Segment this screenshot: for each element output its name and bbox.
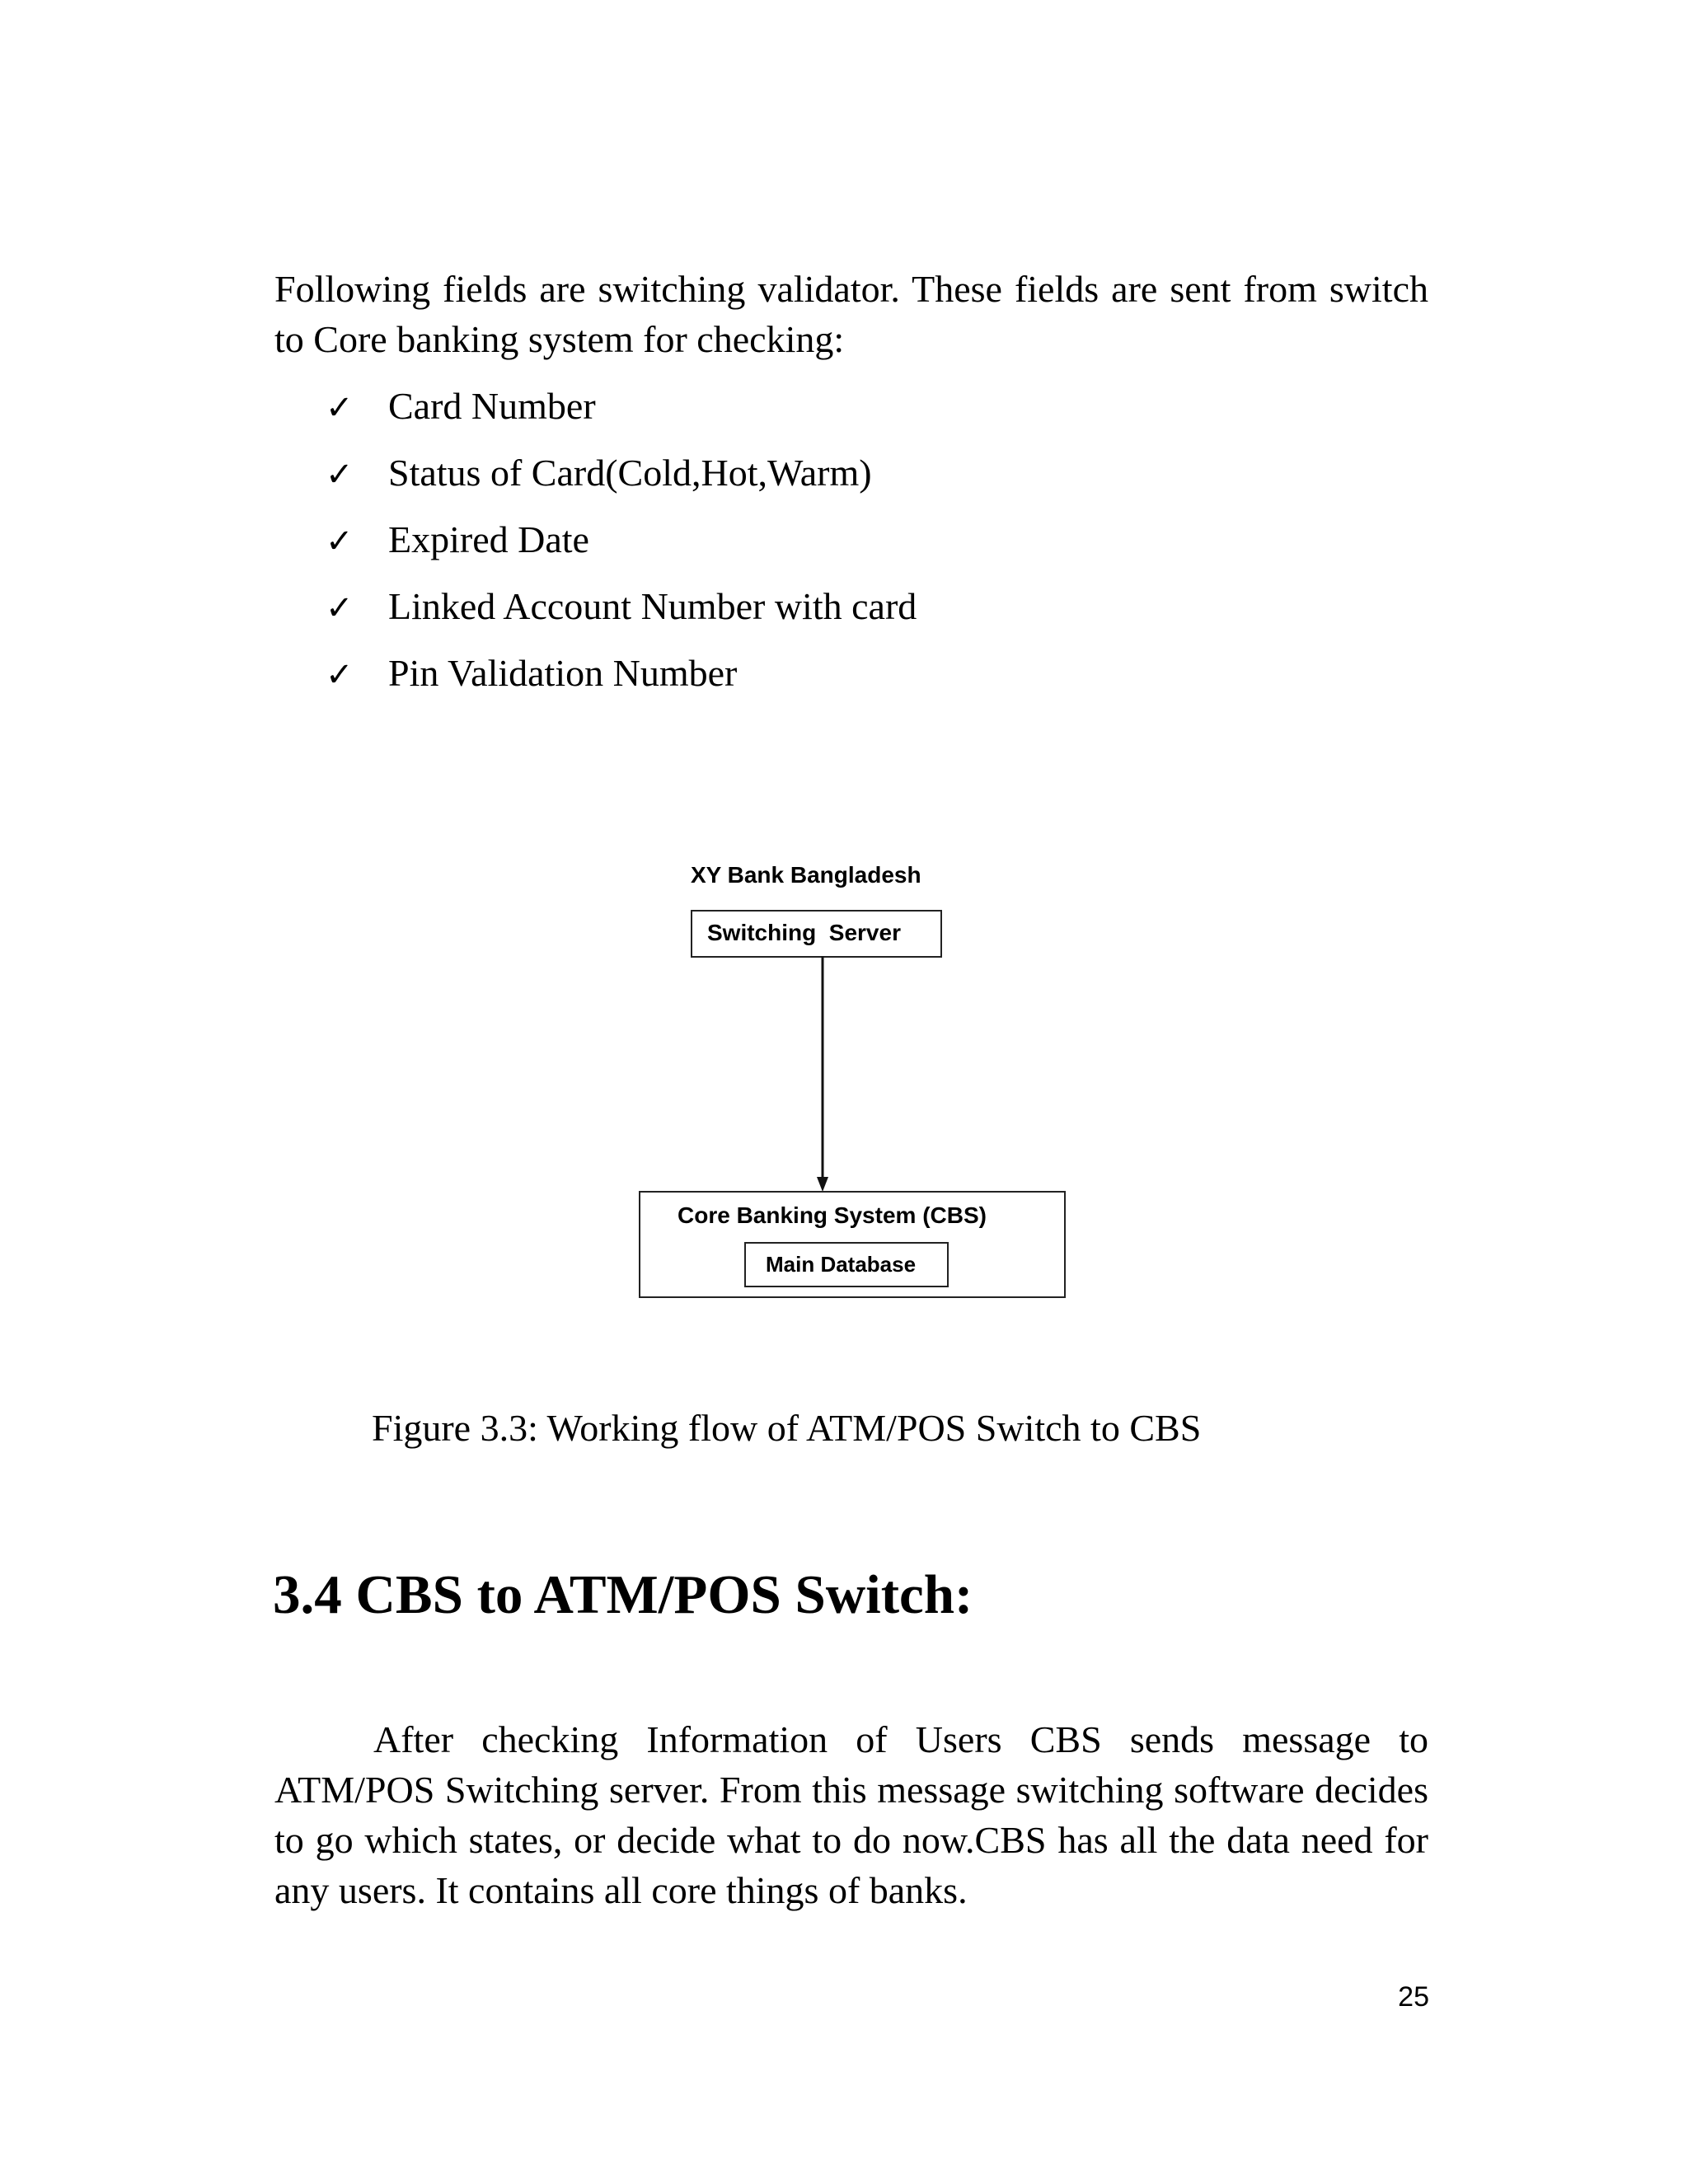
- main-database-box: [744, 1242, 949, 1287]
- list-item-label: Card Number: [388, 385, 596, 427]
- list-item-label: Expired Date: [388, 518, 589, 560]
- bank-label: XY Bank Bangladesh: [691, 862, 921, 888]
- check-mark-icon: ✓: [326, 523, 354, 560]
- page-number: 25: [1398, 1981, 1429, 2013]
- check-mark-icon: ✓: [326, 656, 354, 694]
- list-item-label: Linked Account Number with card: [388, 585, 917, 627]
- list-item: [326, 381, 917, 448]
- flow-arrow: [812, 956, 837, 1195]
- list-item-label: Status of Card(Cold,Hot,Warm): [388, 452, 872, 494]
- list-item: [326, 648, 917, 715]
- switching-server-box: [691, 910, 942, 958]
- list-item: [326, 514, 917, 581]
- cbs-box: [639, 1191, 1066, 1298]
- intro-paragraph: Following fields are switching validator. These fields are sent from switch to Core banking system for checking:: [274, 268, 1428, 360]
- section-heading: 3.4 CBS to ATM/POS Switch:: [273, 1564, 973, 1625]
- check-mark-icon: ✓: [326, 456, 354, 494]
- switching-server-label: Switching Server: [707, 920, 901, 945]
- check-mark-icon: ✓: [326, 589, 354, 627]
- section-paragraph: After checking Information of Users CBS sends message to ATM/POS Switching server. From this message switching software decides to go which states, or decide what to do now.CBS has all the data need for any users. It contains all core things of banks.: [274, 1718, 1428, 1911]
- list-item: [326, 448, 917, 514]
- check-mark-icon: ✓: [326, 389, 354, 427]
- main-database-label: Main Database: [766, 1252, 917, 1277]
- validator-checklist: [326, 381, 917, 715]
- figure-caption: Figure 3.3: Working flow of ATM/POS Switch to CBS: [372, 1407, 1202, 1449]
- arrow-head: [817, 1177, 828, 1192]
- cbs-label: Core Banking System (CBS): [678, 1202, 987, 1228]
- list-item-label: Pin Validation Number: [388, 652, 738, 694]
- list-item: [326, 581, 917, 648]
